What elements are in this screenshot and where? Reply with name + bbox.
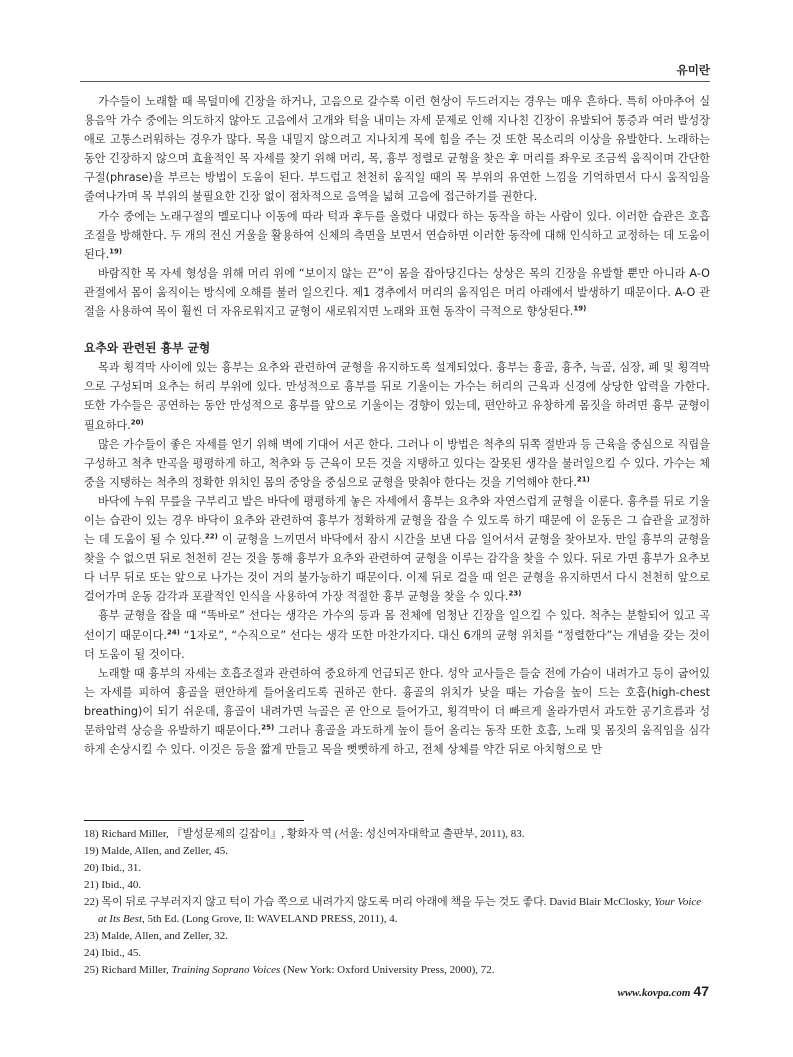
paragraph: 많은 가수들이 좋은 자세를 얻기 위해 벽에 기대어 서곤 한다. 그러나 이 방법은 척추의 뒤쪽 절반과 등 근육을 중심으로 직립을 구성하고 척추 만곡을 평평하게 하고, 척추와 등 근육이 모든 것을 지탱하고 있다는 잘못된 생각을 불러일으킬 수 있다. 가수는 체중을 지탱하는 척추의 정확한 위치인 몸의 중앙을 중심으로 균형을 맞춰야 한다는 것을 기억해야 한다.$^{21)}$ xyxy=(84,437,710,489)
footnote-item: 22) 목이 뒤로 구부러지지 않고 턱이 가슴 쪽으로 내려가지 않도록 머리 아래에 책을 두는 것도 좋다. David Blair McClosky, Your Voice at Its Best, 5th Ed. (Long Grove, Il: WAVELAND PRESS, 2011), 4. xyxy=(84,896,702,925)
footnote-ref[interactable]: 21) xyxy=(576,475,590,484)
footnote-ref[interactable]: 19) xyxy=(109,247,123,256)
footnote-ref[interactable]: 24) xyxy=(166,627,180,636)
section-heading: 요추와 관련된 흉부 균형 xyxy=(84,341,211,356)
header-rule xyxy=(80,81,710,82)
article-body xyxy=(84,92,710,759)
footnote-title: Your Voice at Its Best xyxy=(98,896,702,925)
footnote-ref[interactable]: 19) xyxy=(573,304,587,313)
paragraph: 목과 횡격막 사이에 있는 흉부는 요추와 관련하여 균형을 유지하도록 설계되었다. 흉부는 흉골, 흉추, 늑골, 심장, 폐 및 횡격막으로 구성되며 요추는 허리 부위에 있다. 만성적으로 흉부를 뒤로 기울이는 가수는 허리의 근육과 신경에 상당한 압력을 가한다. 또한 가수들은 공연하는 동안 만성적으로 흉부를 앞으로 기울이는 경향이 있는데, 편안하고 유창하게 몸짓을 하려면 흉부 균형이 필요하다.$^{20)}$ xyxy=(84,361,710,432)
header-author: 유미란 xyxy=(676,63,710,77)
page-footer xyxy=(617,983,709,1001)
paragraph: 흉부 균형을 잡을 때 “똑바로” 선다는 생각은 가수의 등과 몸 전체에 엄청난 긴장을 일으킬 수 있다. 척추는 분할되어 있고 곡선이기 때문이다.$^{24)}$ “1자로”, “수직으로” 선다는 생각 또한 마찬가지다. 대신 6개의 균형 위치를 “정렬한다”는 개념을 갖는 것이 더 도움이 될 것이다. xyxy=(84,609,711,661)
paragraph: 가수들이 노래할 때 목덜미에 긴장을 하거나, 고음으로 갈수록 이런 현상이 두드러지는 경우는 매우 흔하다. 특히 아마추어 실용음악 가수 중에는 의도하지 않아도 고음에서 고개와 턱을 내미는 자세 문제로 인해 지나친 긴장이 유발되어 통증과 여러 발성장애로 고통스러워하는 경우가 많다. 목을 내밀지 않으려고 지나치게 목에 힘을 주는 것 또한 목소리의 이상을 유발한다. 노래하는 동안 긴장하지 않으며 효율적인 목 자세를 찾기 위해 머리, 목, 흉부 정렬로 균형을 찾은 후 머리를 좌우로 조금씩 움직이며 간단한 구절(phrase)을 부르는 방법이 도움이 된다. 부드럽고 천천히 움직일 때의 목 부위의 유연한 느낌을 기억하면서 다시 움직임을 줄여나가며 목 부위의 불필요한 긴장 없이 점차적으로 음역을 넓혀 고음에 접근하기를 권한다. xyxy=(84,95,710,204)
footnote-ref[interactable]: 22) xyxy=(204,532,218,541)
footnote-item: 23) Malde, Allen, and Zeller, 32. xyxy=(84,930,229,942)
footnotes-list xyxy=(84,826,710,979)
paragraph: 가수 중에는 노래구절의 멜로디나 이동에 따라 턱과 후두를 올렸다 내렸다 하는 동작을 하는 사람이 있다. 이러한 습관은 호흡조절을 방해한다. 두 개의 전신 거울을 활용하여 신체의 측면을 보면서 연습하면 이러한 동작에 대해 인식하고 교정하는 데 도움이 된다.$^{19)}$ xyxy=(84,209,710,261)
paragraph: 바닥에 누워 무릎을 구부리고 발은 바닥에 평평하게 놓은 자세에서 흉부는 요추와 자연스럽게 균형을 이룬다. 흉추를 뒤로 기울이는 습관이 있는 경우 바닥이 요추와 관련하여 흉부가 정확하게 균형을 잡을 수 있도록 하기 때문에 이 운동은 그 습관을 교정하는 데 도움이 될 수 있다.$^{22)}$ 이 균형을 느끼면서 바닥에서 잠시 시간을 보낸 다음 일어서서 균형을 찾아보자. 만일 흉부의 균형을 찾을 수 없으면 뒤로 천천히 걷는 것을 통해 흉부가 요추와 관련하여 균형을 이루는 감각을 찾을 수 있다. 뒤로 가면 흉부가 요추보다 너무 뒤로 또는 앞으로 나가는 것이 거의 불가능하기 때문이다. 이제 뒤로 걸을 때 얻은 균형을 유지하면서 다시 천천히 앞으로 걸어가며 운동 감각과 포괄적인 인식을 사용하여 가장 적절한 흉부 균형을 찾을 수 있다.$^{23)}$ xyxy=(84,494,710,604)
footnote-item: 18) Richard Miller, 『발성문제의 길잡이』, 황화자 역 (서울: 성신여자대학교 출판부, 2011), 83. xyxy=(84,828,525,840)
footnote-ref[interactable]: 25) xyxy=(261,723,275,732)
footer-website[interactable]: www.kovpa.com xyxy=(617,987,691,999)
paragraph: 노래할 때 흉부의 자세는 호흡조절과 관련하여 중요하게 언급되곤 한다. 성악 교사들은 들숨 전에 가슴이 내려가고 등이 굽어있는 자세를 피하여 흉골을 편안하게 들어올리도록 권하곤 한다. 흉골의 위치가 낮을 때는 가슴을 높이 드는 호흡(high-chest breathing)이 되기 쉬운데, 흉골이 내려가면 늑골은 곧 안으로 들어가고, 횡격막이 더 빠르게 올라가면서 과도한 공기흐름과 성문하압력 상승을 유발하기 때문이다.$^{25)}$ 그러나 흉골을 과도하게 높이 들어 올리는 동작 또한 호흡, 노래 및 몸짓의 움직임을 심각하게 손상시킬 수 있다. 이것은 등을 짧게 만들고 목을 뻣뻣하게 하고, 전체 상체를 약간 뒤로 아치형으로 만 xyxy=(84,666,710,757)
paragraph: 바람직한 목 자세 형성을 위해 머리 위에 “보이지 않는 끈”이 몸을 잡아당긴다는 상상은 목의 긴장을 유발할 뿐만 아니라 A-O 관절에서 몸이 움직이는 방식에 오해를 불러 일으킨다. 제1 경추에서 머리의 움직임은 머리 아래에서 발생하기 때문이다. A-O 관절을 사용하여 목이 훨씬 더 자유로워지고 균형이 새로워지면 노래와 표현 동작이 극적으로 향상된다.$^{19)}$ xyxy=(84,266,710,319)
footnote-item: 25) Richard Miller, Training Soprano Voices (New York: Oxford University Press, 2000), 72. xyxy=(84,964,495,976)
footnote-item: 19) Malde, Allen, and Zeller, 45. xyxy=(84,845,229,857)
footnote-ref[interactable]: 20) xyxy=(130,417,144,426)
footnote-item: 20) Ibid., 31. xyxy=(84,862,142,874)
footnote-item: 24) Ibid., 45. xyxy=(84,947,142,959)
page-number: 47 xyxy=(693,983,709,999)
footnote-title: Training Soprano Voices xyxy=(171,964,281,976)
running-header xyxy=(80,62,710,80)
footnote-item: 21) Ibid., 40. xyxy=(84,879,142,891)
footnote-ref[interactable]: 23) xyxy=(508,589,522,598)
footnote-divider xyxy=(84,820,304,821)
